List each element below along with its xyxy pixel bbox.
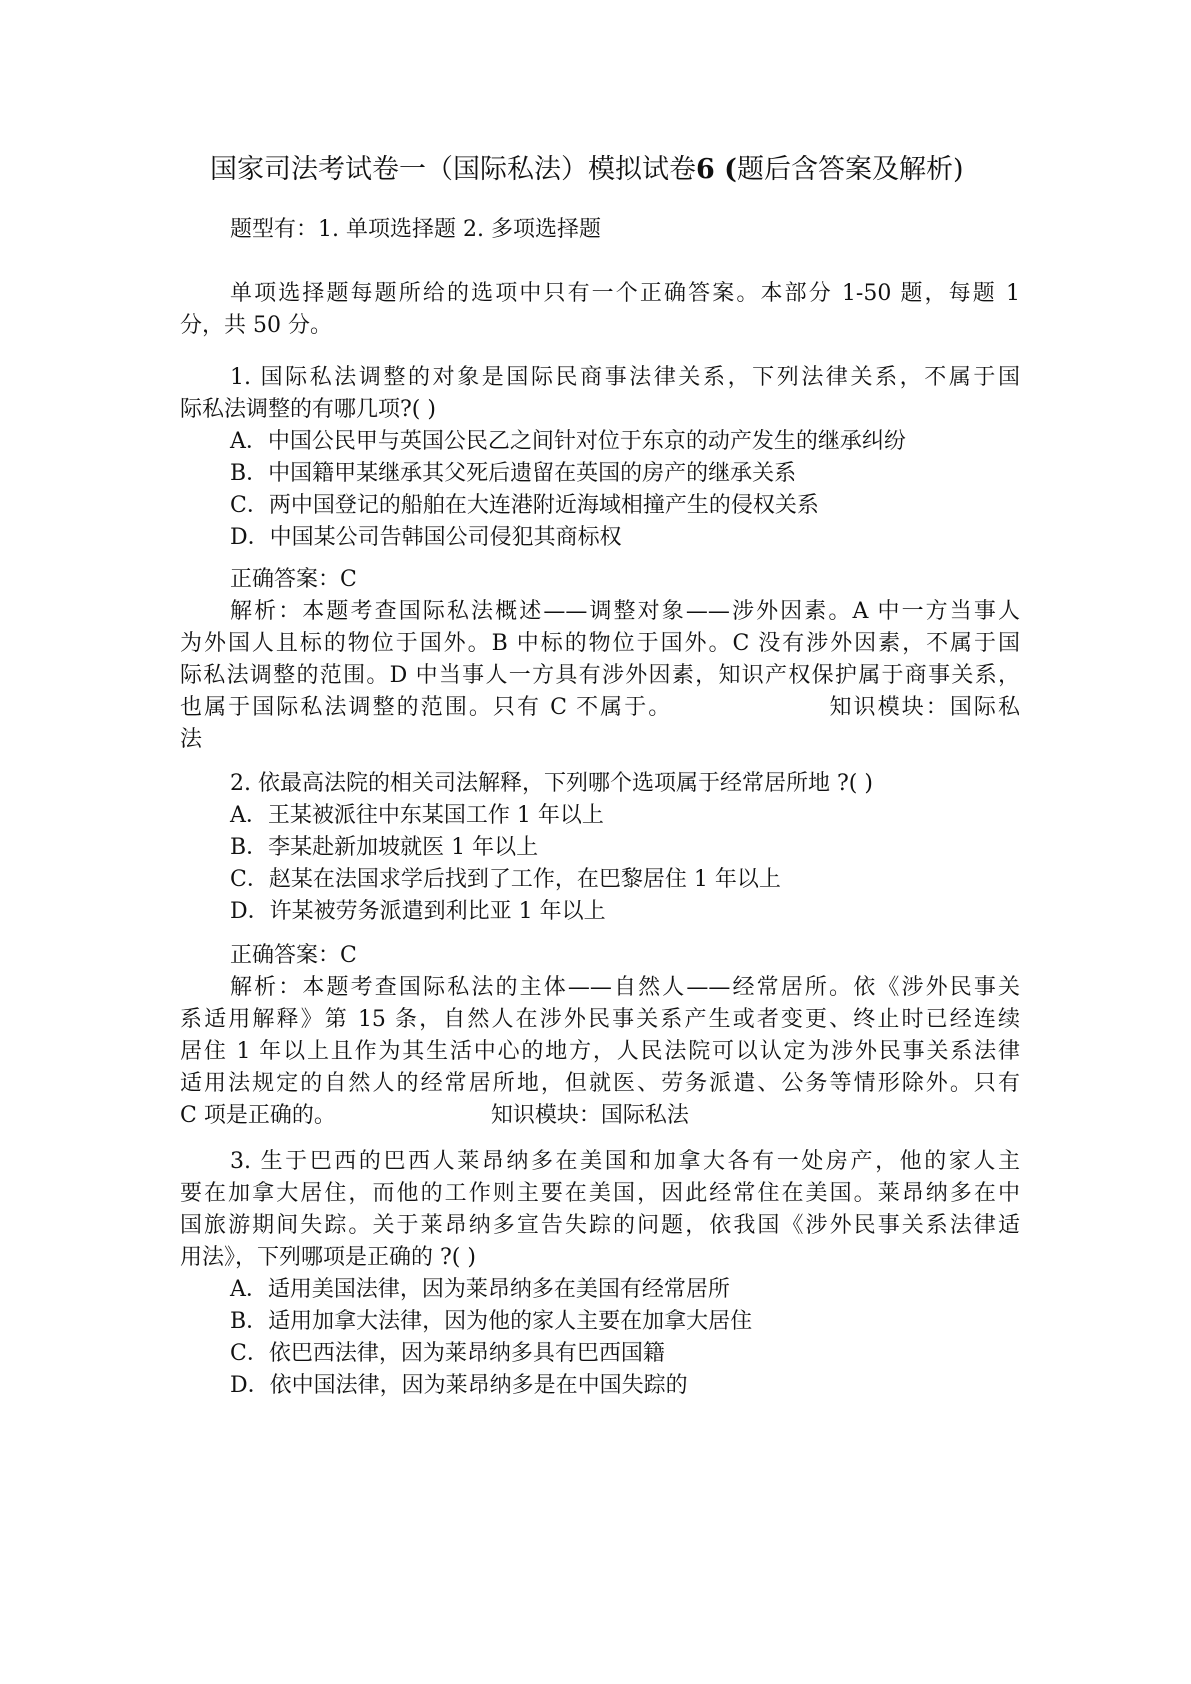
option-a: A．王某被派往中东某国工作 1 年以上 bbox=[230, 803, 604, 828]
question-stem: 1. 国际私法调整的对象是国际民商事法律关系，下列法律关系，不属于国 bbox=[230, 365, 1020, 390]
question-stem: 用法》，下列哪项是正确的 ?( ) bbox=[180, 1245, 476, 1270]
title-suffix: 题后含答案及解析) bbox=[736, 154, 964, 185]
analysis-line: C 项是正确的。 知识模块：国际私法 bbox=[180, 1103, 689, 1128]
option-a: A．中国公民甲与英国公民乙之间针对位于东京的动产发生的继承纠纷 bbox=[230, 429, 906, 454]
title-prefix: 国家司法考试卷一（国际私法）模拟试卷 bbox=[210, 154, 696, 185]
option-a: A．适用美国法律，因为莱昂纳多在美国有经常居所 bbox=[230, 1277, 730, 1302]
option-d: D．许某被劳务派遣到利比亚 1 年以上 bbox=[230, 899, 606, 924]
question-stem: 2. 依最高法院的相关司法解释，下列哪个选项属于经常居所地 ?( ) bbox=[230, 771, 873, 796]
question-types: 题型有：1. 单项选择题 2. 多项选择题 bbox=[230, 217, 601, 242]
option-d: D．中国某公司告韩国公司侵犯其商标权 bbox=[230, 525, 622, 550]
knowledge-module: 知识模块：国际私 bbox=[827, 695, 1020, 720]
analysis-line: 也属于国际私法调整的范围。只有 C 不属于。 知识模块：国际私 bbox=[180, 695, 1020, 720]
option-b: B．李某赴新加坡就医 1 年以上 bbox=[230, 835, 539, 860]
document-title bbox=[210, 150, 1040, 190]
option-c: C．赵某在法国求学后找到了工作，在巴黎居住 1 年以上 bbox=[230, 867, 781, 892]
analysis-line: 为外国人且标的物位于国外。B 中标的物位于国外。C 没有涉外因素，不属于国 bbox=[180, 631, 1020, 656]
option-c: C．依巴西法律，因为莱昂纳多具有巴西国籍 bbox=[230, 1341, 665, 1366]
question-stem: 要在加拿大居住，而他的工作则主要在美国，因此经常住在美国。莱昂纳多在中 bbox=[180, 1181, 1020, 1206]
option-d: D．依中国法律，因为莱昂纳多是在中国失踪的 bbox=[230, 1373, 688, 1398]
analysis-line: 法 bbox=[180, 727, 203, 752]
question-3 bbox=[180, 1146, 1020, 1402]
question-1 bbox=[180, 362, 1020, 554]
section-intro: 单项选择题每题所给的选项中只有一个正确答案。本部分 1-50 题，每题 1 分，共 50 分。 bbox=[180, 281, 1020, 338]
question-stem: 国旅游期间失踪。关于莱昂纳多宣告失踪的问题，依我国《涉外民事关系法律适 bbox=[180, 1213, 1020, 1238]
question-stem: 3. 生于巴西的巴西人莱昂纳多在美国和加拿大各有一处房产，他的家人主 bbox=[230, 1149, 1020, 1174]
analysis-line: 解析：本题考查国际私法概述——调整对象——涉外因素。A 中一方当事人 bbox=[230, 599, 1020, 624]
option-c: C．两中国登记的船舶在大连港附近海域相撞产生的侵权关系 bbox=[230, 493, 819, 518]
answer-1 bbox=[180, 564, 1020, 756]
analysis-line: 居住 1 年以上且作为其生活中心的地方，人民法院可以认定为涉外民事关系法律 bbox=[180, 1039, 1020, 1064]
title-number: 6 ( bbox=[696, 154, 737, 185]
option-b: B．适用加拿大法律，因为他的家人主要在加拿大居住 bbox=[230, 1309, 753, 1334]
correct-answer: 正确答案：C bbox=[230, 943, 357, 968]
question-2 bbox=[180, 768, 1020, 928]
analysis-line: 适用法规定的自然人的经常居所地，但就医、劳务派遣、公务等情形除外。只有 bbox=[180, 1071, 1020, 1096]
correct-answer: 正确答案：C bbox=[230, 567, 357, 592]
knowledge-module: 知识模块：国际私法 bbox=[490, 1103, 689, 1128]
question-stem: 际私法调整的有哪几项?( ) bbox=[180, 397, 436, 422]
analysis-line: 际私法调整的范围。D 中当事人一方具有涉外因素，知识产权保护属于商事关系， bbox=[180, 663, 1020, 688]
analysis-line: 系适用解释》第 15 条，自然人在涉外民事关系产生或者变更、终止时已经连续 bbox=[180, 1007, 1020, 1032]
answer-2 bbox=[180, 940, 1020, 1132]
analysis-line: 解析：本题考查国际私法的主体——自然人——经常居所。依《涉外民事关 bbox=[230, 975, 1020, 1000]
option-b: B．中国籍甲某继承其父死后遗留在英国的房产的继承关系 bbox=[230, 461, 797, 486]
